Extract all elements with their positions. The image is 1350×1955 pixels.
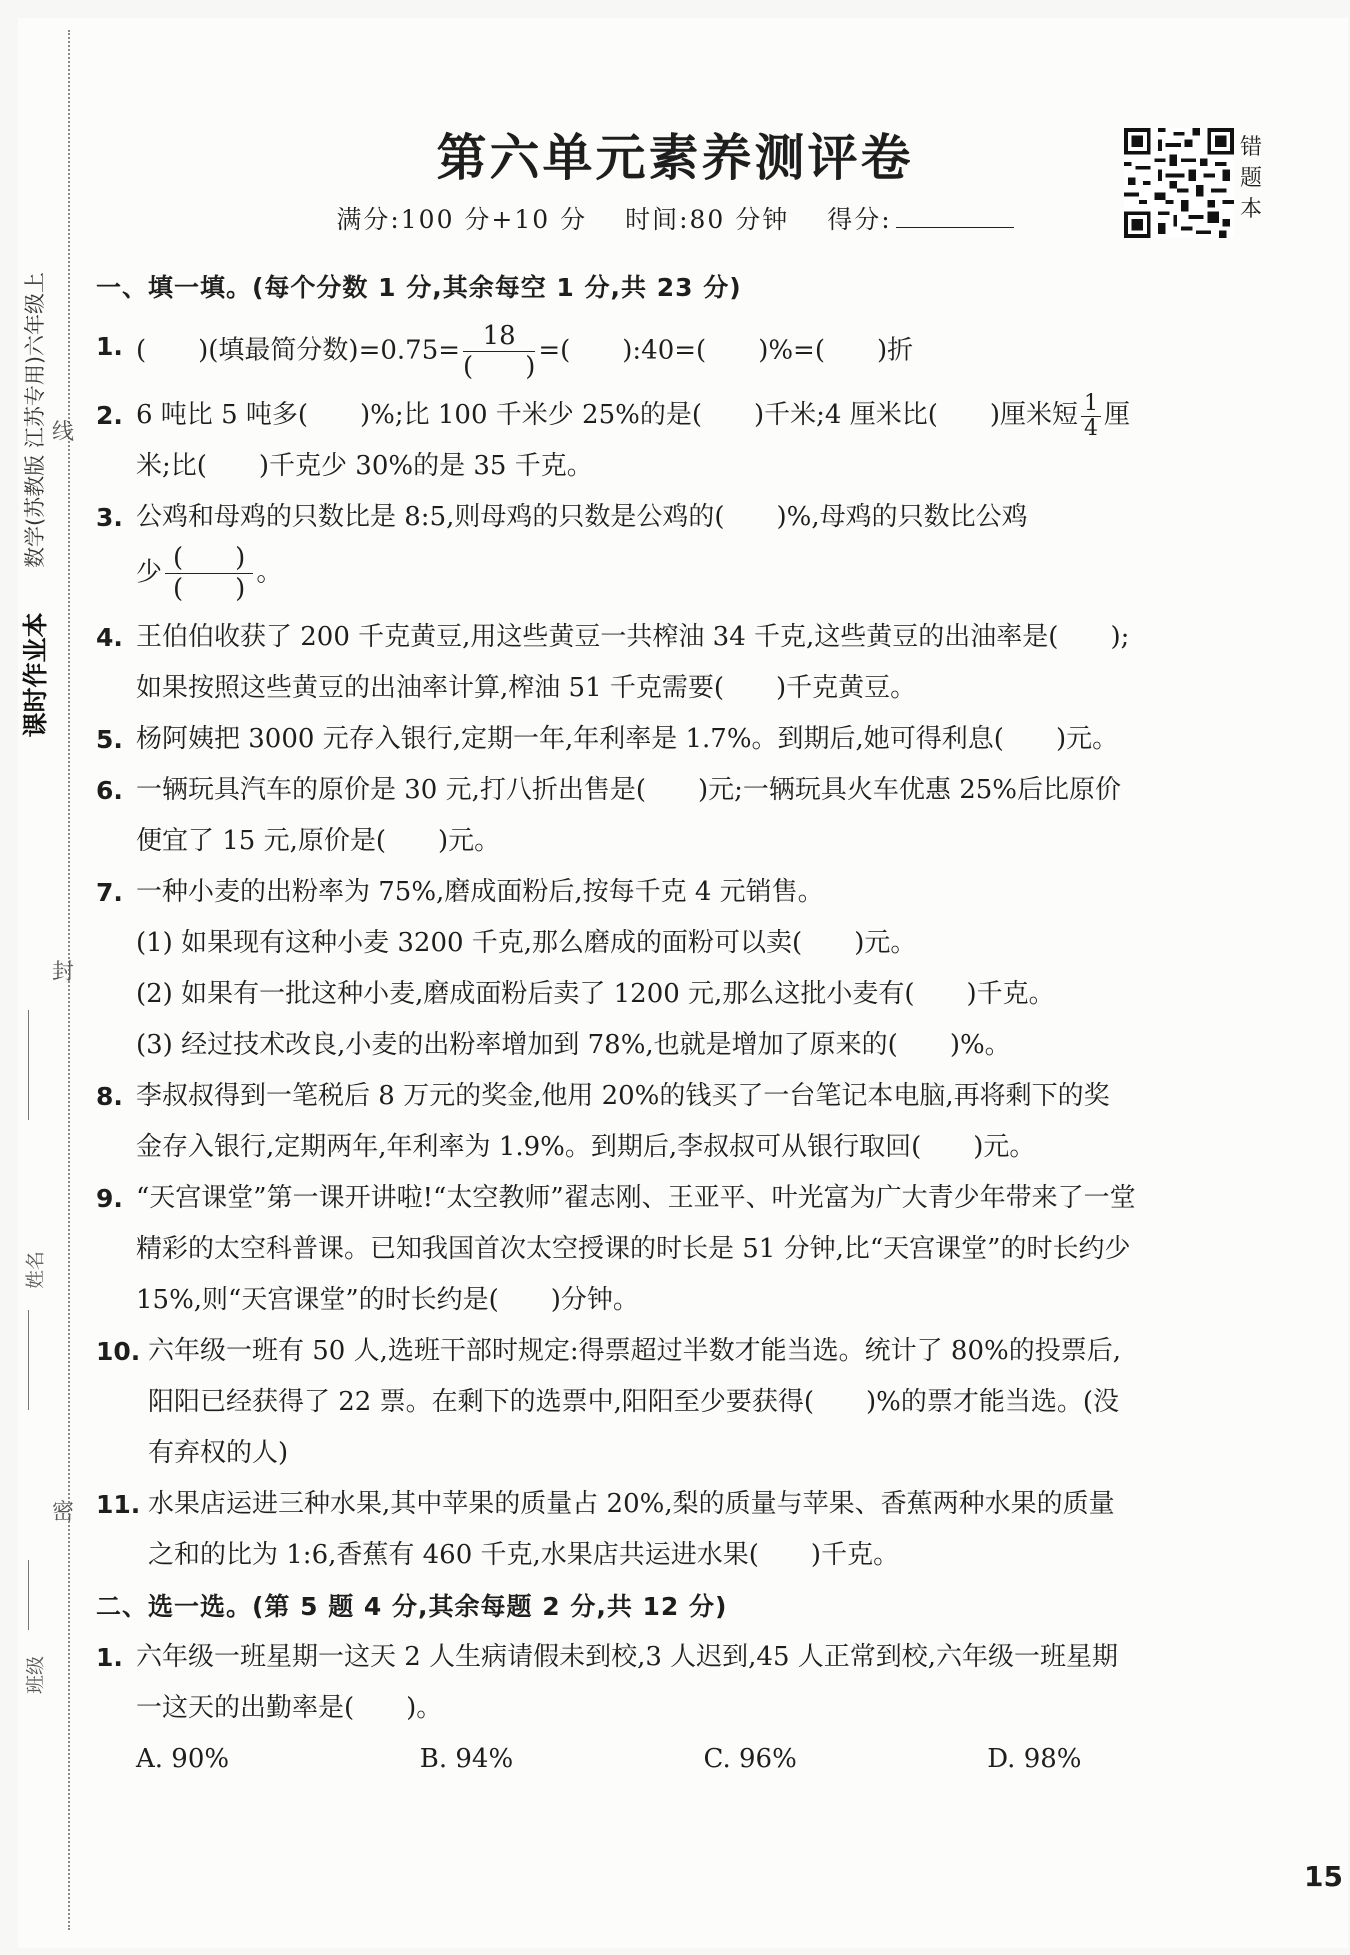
question-number: 3. (96, 503, 123, 532)
section-1-title: 一、填一填。(每个分数 1 分,其余每空 1 分,共 23 分) (96, 273, 742, 302)
question-text: 一种小麦的出粉率为 75%,磨成面粉后,按每千克 4 元销售。 (136, 877, 824, 907)
question-number: 8. (96, 1082, 123, 1111)
qr-code-icon[interactable] (1124, 128, 1234, 238)
question-text: 水果店运进三种水果,其中苹果的质量占 20%,梨的质量与苹果、香蕉两种水果的质量 (148, 1489, 1115, 1519)
fraction-numerator: 18 (463, 321, 535, 352)
spine-name-field (14, 1235, 54, 1305)
question-number: 1. (96, 332, 123, 361)
spine-class-label: 班级 (24, 1655, 47, 1695)
question-text: 六年级一班有 50 人,选班干部时规定:得票超过半数才能当选。统计了 80%的投票后, (148, 1336, 1121, 1366)
question-text: 米;比( )千克少 30%的是 35 千克。 (136, 451, 593, 481)
question-1-5 (96, 714, 1271, 765)
section-2-title: 二、选一选。(第 5 题 4 分,其余每题 2 分,共 12 分) (96, 1592, 728, 1621)
question-text: 如果按照这些黄豆的出油率计算,榨油 51 千克需要( )千克黄豆。 (136, 673, 917, 703)
question-text: 便宜了 15 元,原价是( )元。 (136, 826, 501, 856)
option-c[interactable]: C. 96% (703, 1744, 797, 1774)
option-d[interactable]: D. 98% (987, 1744, 1082, 1774)
question-number: 11. (96, 1490, 141, 1519)
spine-blank-line-2 (28, 1310, 29, 1410)
spine-line-mark: 线 (52, 420, 75, 445)
question-number: 10. (96, 1337, 141, 1366)
exam-content (96, 262, 1271, 1785)
spine-class-field (14, 1640, 54, 1710)
option-a[interactable]: A. 90% (136, 1744, 230, 1774)
question-text: 杨阿姨把 3000 元存入银行,定期一年,年利率是 1.7%。到期后,她可得利息( )元。 (136, 724, 1119, 754)
question-text: 李叔叔得到一笔税后 8 万元的奖金,他用 20%的钱买了一台笔记本电脑,再将剩下的奖 (136, 1081, 1110, 1111)
question-number: 2. (96, 401, 123, 430)
question-text: 六年级一班星期一这天 2 人生病请假未到校,3 人迟到,45 人正常到校,六年级一班星期 (136, 1642, 1119, 1672)
question-2-1 (96, 1632, 1271, 1734)
spine-name-label: 姓名 (24, 1250, 47, 1290)
spine-brand (14, 560, 54, 790)
fraction (463, 321, 535, 382)
question-1-4 (96, 612, 1271, 714)
question-text: 一辆玩具汽车的原价是 30 元,打八折出售是( )元;一辆玩具火车优惠 25%后比原价 (136, 775, 1121, 805)
score-blank (896, 227, 1014, 228)
question-number: 6. (96, 776, 123, 805)
question-text: 。 (256, 557, 283, 588)
question-1-11 (96, 1479, 1271, 1581)
fraction-denominator: ( ) (173, 574, 246, 604)
question-text: ( )(填最简分数)=0.75= (136, 335, 461, 366)
question-text: “天宫课堂”第一课开讲啦!“太空教师”翟志刚、王亚平、叶光富为广大青少年带来了一堂 (136, 1183, 1136, 1213)
option-b[interactable]: B. 94% (419, 1744, 514, 1774)
question-text: 15%,则“天宫课堂”的时长约是( )分钟。 (136, 1285, 639, 1315)
question-1-3 (96, 492, 1271, 604)
fraction-numerator: 1 (1081, 392, 1101, 417)
score-field (827, 205, 1013, 234)
question-text: 之和的比为 1:6,香蕉有 460 千克,水果店共运进水果( )千克。 (148, 1540, 900, 1570)
answer-options (96, 1734, 1271, 1785)
question-text: 少 (136, 557, 163, 588)
spine-subject-text: 数学(苏教版 江苏专用)六年级上 (23, 271, 47, 569)
question-1-7-sub-3: (3) 经过技术改良,小麦的出粉率增加到 78%,也就是增加了原来的( )%。 (136, 1030, 1011, 1060)
qr-label: 错题本 (1240, 135, 1263, 222)
question-1-10 (96, 1326, 1271, 1479)
question-text: =( ):40=( )%=( )折 (538, 335, 914, 366)
spine-brand-text: 课时作业本 (21, 612, 50, 738)
question-text: 有弃权的人) (148, 1438, 289, 1468)
question-text: 金存入银行,定期两年,年利率为 1.9%。到期后,李叔叔可从银行取回( )元。 (136, 1132, 1036, 1162)
question-text: 阳阳已经获得了 22 票。在剩下的选票中,阳阳至少要获得( )%的票才能当选。(没 (148, 1387, 1120, 1417)
question-text: 一这天的出勤率是( )。 (136, 1693, 443, 1723)
fraction (1081, 392, 1101, 441)
question-text: 6 吨比 5 吨多( )%;比 100 千米少 25%的是( )千米;4 厘米比( )厘米短 (136, 400, 1078, 430)
question-1-7-sub-1: (1) 如果现有这种小麦 3200 千克,那么磨成的面粉可以卖( )元。 (136, 928, 917, 958)
question-number: 7. (96, 878, 123, 907)
question-1-6 (96, 765, 1271, 867)
question-text: 王伯伯收获了 200 千克黄豆,用这些黄豆一共榨油 34 千克,这些黄豆的出油率是( ); (136, 622, 1130, 652)
question-1-7 (96, 867, 1271, 918)
fraction-denominator: ( ) (463, 352, 536, 382)
full-score: 满分:100 分+10 分 (336, 205, 588, 234)
score-label: 得分: (827, 205, 892, 234)
spine-seal-mark: 封 (52, 960, 75, 985)
fraction-denominator: 4 (1083, 415, 1098, 441)
question-1-9 (96, 1173, 1271, 1326)
question-1-1 (96, 321, 1271, 382)
page-title: 第六单元素养测评卷 (436, 128, 914, 187)
fraction (165, 543, 253, 604)
question-text: 厘 (1103, 400, 1130, 430)
time-limit: 时间:80 分钟 (625, 205, 790, 234)
page-number: 15 (1304, 1860, 1343, 1893)
spine-blank-line-3 (28, 1560, 29, 1630)
spine-blank-line (28, 1010, 29, 1120)
question-number: 4. (96, 623, 123, 652)
question-number: 1. (96, 1643, 123, 1672)
fraction-numerator: ( ) (165, 543, 253, 574)
question-1-7-sub-2: (2) 如果有一批这种小麦,磨成面粉后卖了 1200 元,那么这批小麦有( )千克。 (136, 979, 1055, 1009)
question-number: 5. (96, 725, 123, 754)
question-text: 公鸡和母鸡的只数比是 8:5,则母鸡的只数是公鸡的( )%,母鸡的只数比公鸡 (136, 502, 1028, 532)
question-text: 精彩的太空科普课。已知我国首次太空授课的时长是 51 分钟,比“天宫课堂”的时长约少 (136, 1234, 1131, 1264)
question-1-8 (96, 1071, 1271, 1173)
question-1-2 (96, 390, 1271, 492)
question-number: 9. (96, 1184, 123, 1213)
spine-seal-mark-2: 密 (52, 1500, 75, 1525)
